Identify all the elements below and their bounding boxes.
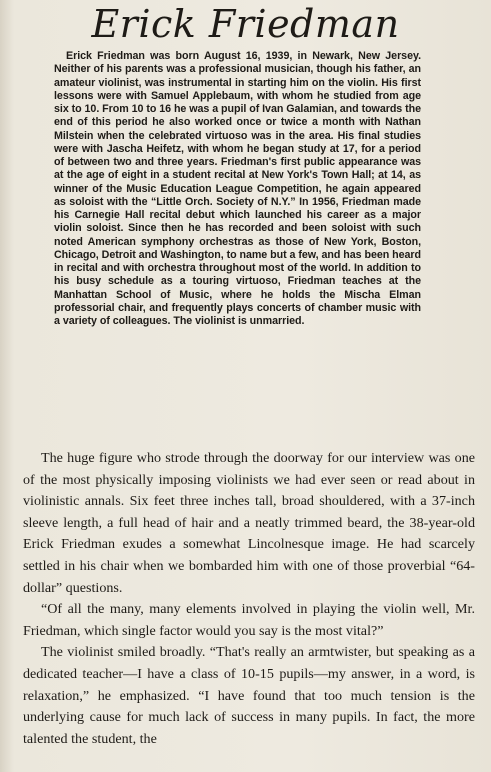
interview-paragraph-3: The violinist smiled broadly. “That's really an armtwister, but speaking as a dedicated teacher—I have a class of 10-15 pupils—my answer, in a word, is relaxation,” he emphasized. “I have found that too much tension is the underlying cause for much lack of success in many pupils. In fact, the more talented the student, the <box>23 644 475 747</box>
page-title: Erick Friedman <box>91 2 400 46</box>
interview-paragraph-1: The huge figure who strode through the doorway for our interview was one of the most physically imposing violinists we had ever seen or read about in violinistic annals. Six feet three inches tall, broad shouldered, with a 37-inch sleeve length, a full head of hair and a neatly trimmed beard, the 38-year-old Erick Friedman exudes a somewhat Lincolnesque image. He had scarcely settled in his chair when we bombarded him with one of those proverbial “64-dollar” questions. <box>23 450 475 596</box>
biography-paragraph: Erick Friedman was born August 16, 1939, in Newark, New Jersey. Neither of his parents was a professional musician, though his father, an amateur violinist, was instrumental in starting him on the violin. His first lessons were with Samuel Applebaum, with whom he studied from age six to 10. From 10 to 16 he was a pupil of Ivan Galamian, and towards the end of this period he also worked once or twice a month with Nathan Milstein when the celebrated virtuoso was in the area. His final studies were with Jascha Heifetz, with whom he began study at 17, for a period of between two and three years. Friedman's first public appearance was at the age of eight in a student recital at New York's Town Hall; at 14, as winner of the Music Education League Competition, he again appeared as soloist with the “Little Orch. Society of N.Y.” In 1956, Friedman made his Carnegie Hall recital debut which launched his career as a major violin soloist. Since then he has recorded and been soloist with such noted American symphony orchestras as those of New York, Boston, Chicago, Detroit and Washington, to name but a few, and has been heard in recital and with orchestra throughout most of the world. In addition to his busy schedule as a touring virtuoso, Friedman teaches at the Manhattan School of Music, where he holds the Mischa Elman professorial chair, and frequently plays concerts of chamber music with a variety of colleagues. The violinist is unmarried. <box>54 50 421 327</box>
interview-body <box>23 448 475 750</box>
interview-paragraph-2: “Of all the many, many elements involved in playing the violin well, Mr. Friedman, which single factor would you say is the most vital?” <box>23 601 475 639</box>
